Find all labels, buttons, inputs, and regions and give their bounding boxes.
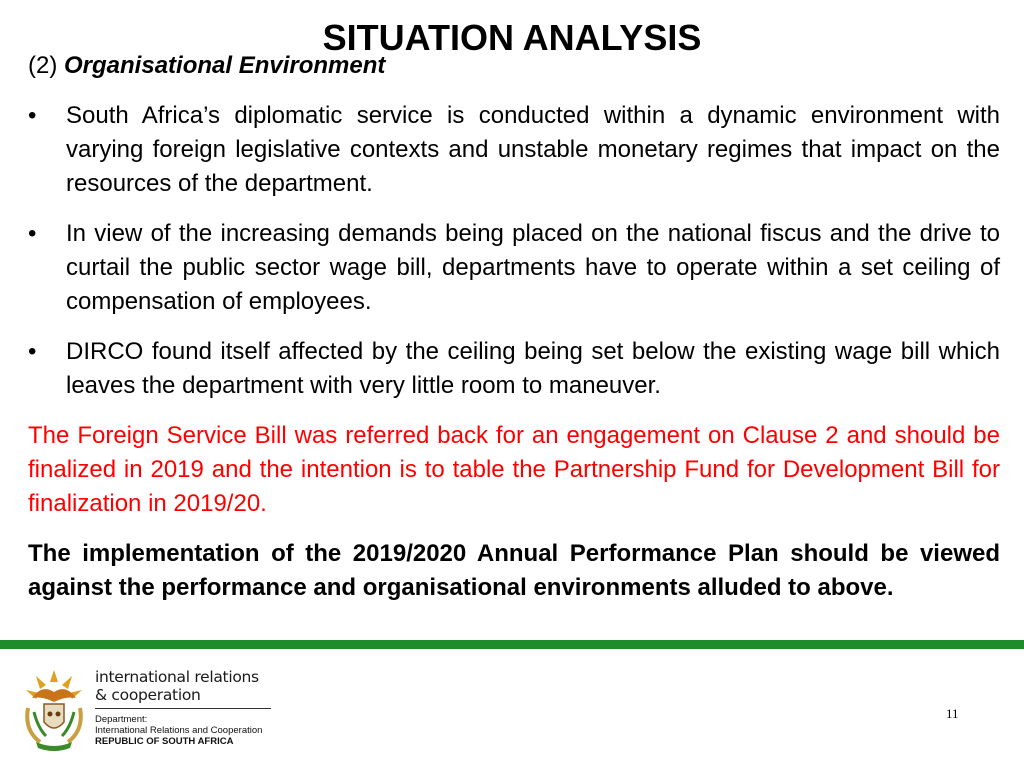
bullet-item — [28, 335, 1000, 403]
red-note-paragraph: The Foreign Service Bill was referred back for an engagement on Clause 2 and should be finalized in 2019 and the intention is to table the Partnership Fund for Development Bill for finalization in 2019/20. — [28, 422, 1000, 517]
department-logo — [95, 668, 285, 747]
dept-name: International Relations and Cooperation — [95, 725, 263, 736]
footer-divider — [0, 640, 1024, 649]
bullet-item — [28, 99, 1000, 201]
brand-line-1: international relations — [95, 668, 259, 686]
logo-divider — [95, 708, 271, 709]
bullet-marker: • — [28, 338, 37, 365]
bullet-text: South Africa’s diplomatic service is conducted within a dynamic environment with varying foreign legislative contexts and unstable monetary regimes that impact on the resources of the department. — [66, 102, 1000, 197]
slide-body — [28, 99, 1000, 621]
page-number: 11 — [946, 706, 959, 721]
section-heading — [28, 50, 1000, 82]
bold-conclusion-paragraph: The implementation of the 2019/2020 Annual Performance Plan should be viewed against the performance and organisational environments alluded to above. — [28, 540, 1000, 601]
bullet-text: DIRCO found itself affected by the ceiling being set below the existing wage bill which leaves the department with very little room to maneuver. — [66, 338, 1000, 399]
country-name: REPUBLIC OF SOUTH AFRICA — [95, 736, 234, 747]
section-title: Organisational Environment — [64, 52, 386, 79]
section-prefix: (2) — [28, 52, 64, 79]
bullet-marker: • — [28, 102, 37, 129]
bullet-item — [28, 217, 1000, 319]
bullet-marker: • — [28, 220, 37, 247]
coat-of-arms-icon — [22, 668, 86, 752]
slide-title: SITUATION ANALYSIS — [322, 17, 702, 58]
dept-label: Department: — [95, 714, 148, 725]
bullet-text: In view of the increasing demands being placed on the national fiscus and the drive to curtail the public sector wage bill, departments have to operate within a set ceiling of compensation of employees. — [66, 220, 1000, 315]
brand-line-2: & cooperation — [95, 686, 201, 704]
